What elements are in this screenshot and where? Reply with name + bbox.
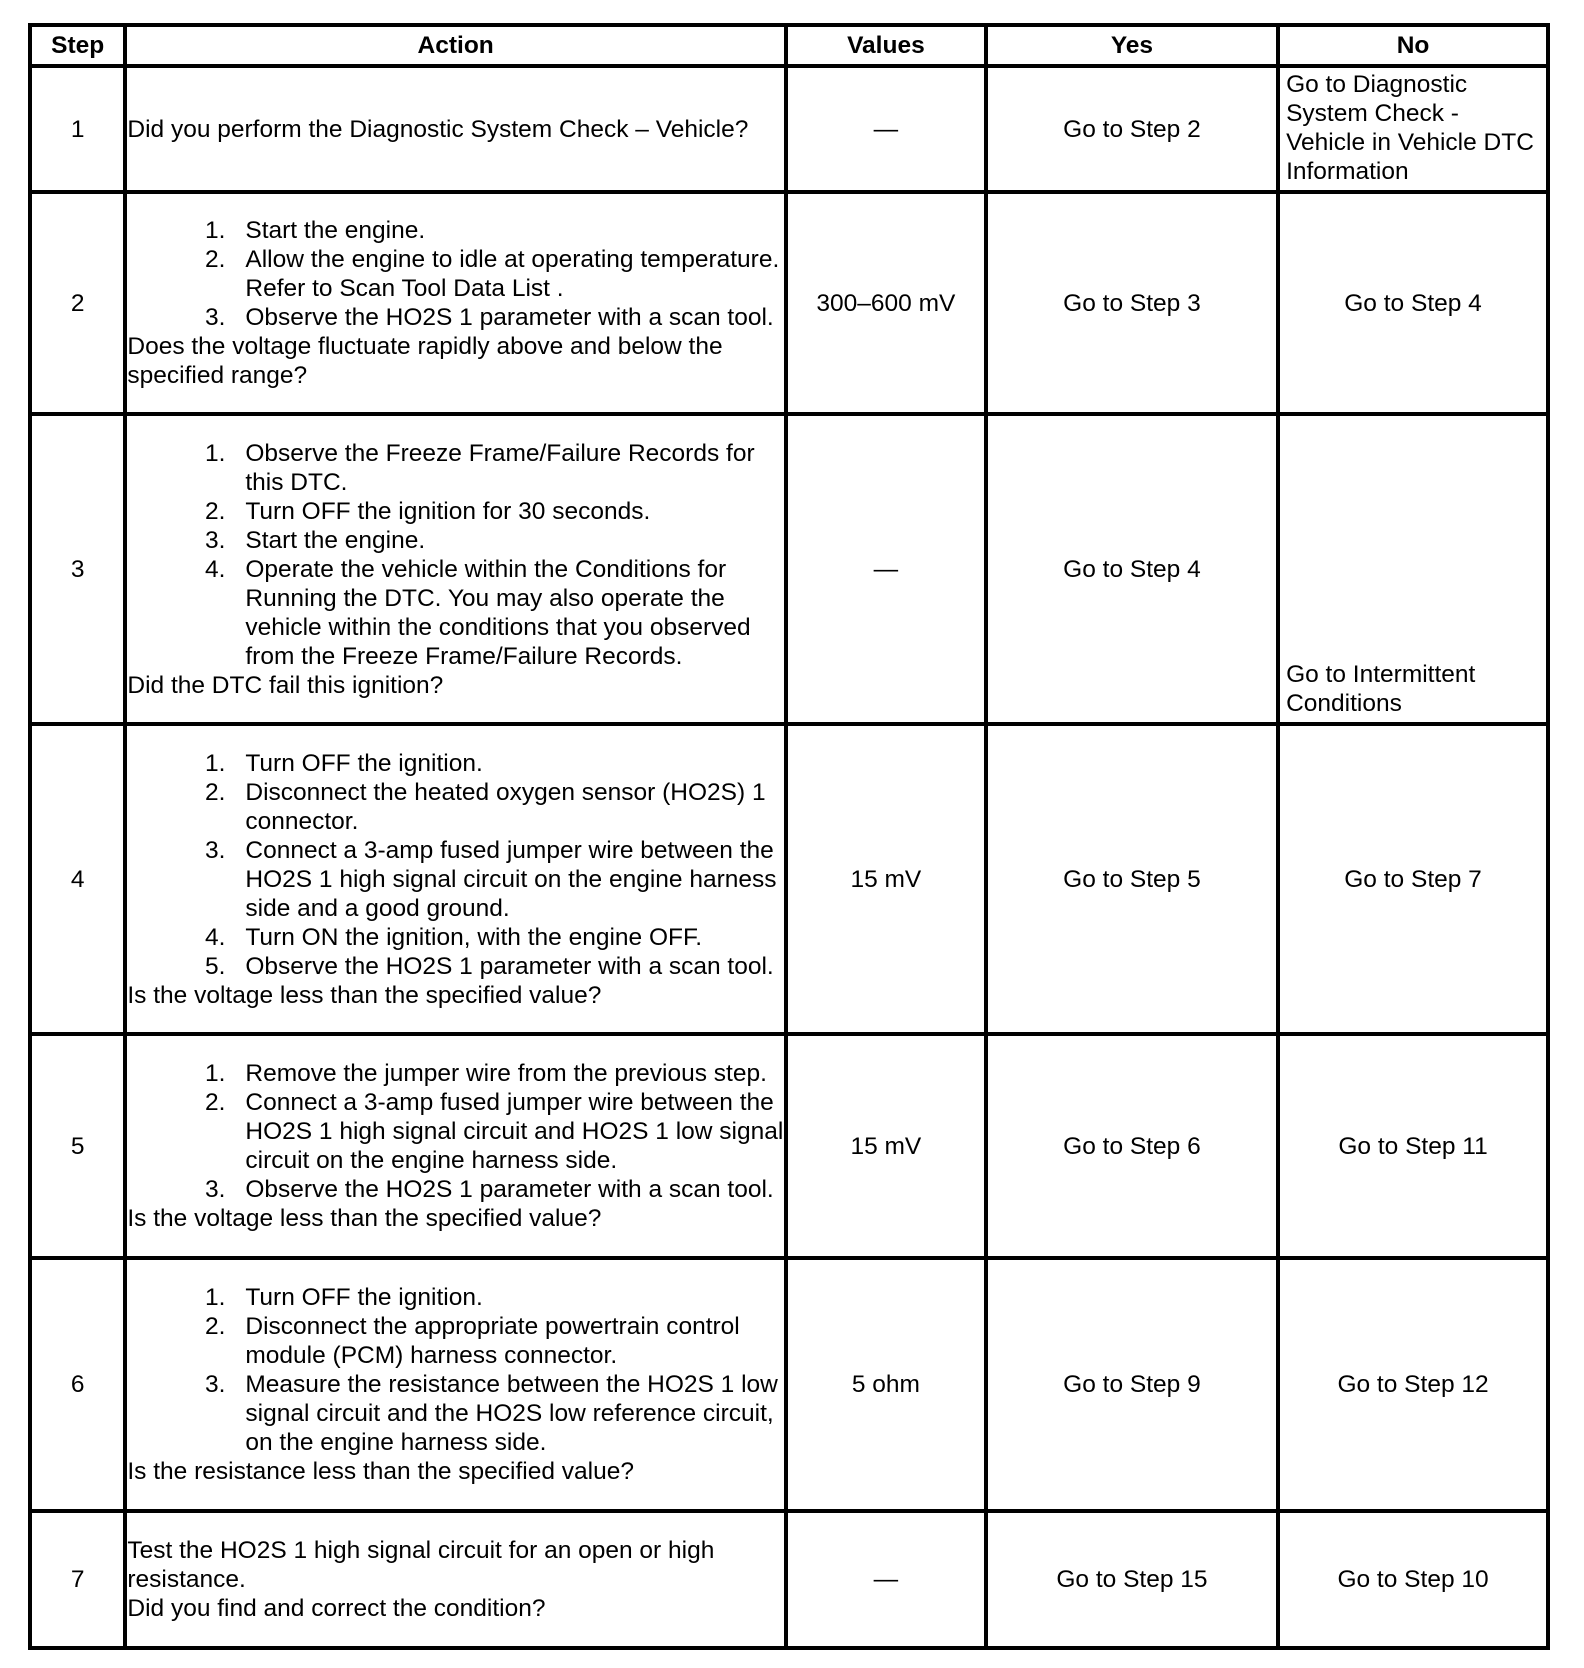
item-number: 2.: [204, 1313, 226, 1340]
action-question: Is the voltage less than the specified value?: [127, 981, 602, 1009]
list-item: [127, 952, 784, 981]
action-text: Test the HO2S 1 high signal circuit for an open or high resistance.: [127, 1537, 715, 1593]
yes-cell: Go to Step 3: [986, 192, 1278, 414]
item-number: 2.: [204, 246, 226, 273]
header-yes: Yes: [986, 25, 1278, 66]
list-item: [127, 1175, 784, 1204]
action-steps-list: [127, 216, 784, 332]
item-text: Remove the jumper wire from the previous step.: [245, 1060, 767, 1087]
list-item: [127, 216, 784, 245]
action-text: Did you perform the Diagnostic System Check – Vehicle?: [127, 115, 749, 143]
item-number: 2.: [204, 778, 226, 806]
table-row: [30, 192, 1548, 414]
value-cell: —: [786, 66, 986, 192]
list-item: [127, 836, 784, 923]
action-steps-list: [127, 749, 784, 981]
action-cell: [125, 1258, 786, 1511]
item-text: Turn ON the ignition, with the engine OFF.: [245, 923, 703, 951]
list-item: [127, 749, 784, 778]
header-no: No: [1278, 25, 1548, 66]
action-steps-list: [127, 439, 784, 671]
item-text: Turn OFF the ignition.: [245, 1284, 483, 1311]
item-number: 4.: [204, 555, 226, 583]
list-item: [127, 1283, 784, 1312]
item-number: 4.: [204, 923, 226, 951]
item-text: Disconnect the heated oxygen sensor (HO2S) 1 connector.: [245, 778, 766, 835]
table-row: [30, 1258, 1548, 1511]
value-cell: —: [786, 1511, 986, 1648]
item-number: 5.: [204, 952, 226, 980]
item-number: 1.: [204, 439, 226, 467]
item-text: Turn OFF the ignition for 30 seconds.: [245, 497, 651, 525]
item-text: Observe the HO2S 1 parameter with a scan tool.: [245, 304, 774, 331]
list-item: [127, 555, 784, 671]
item-number: 1.: [204, 1284, 226, 1311]
step-number: 3: [30, 414, 125, 724]
step-number: 2: [30, 192, 125, 414]
step-number: 6: [30, 1258, 125, 1511]
header-row: [30, 25, 1548, 66]
item-number: 3.: [204, 1371, 226, 1398]
list-item: [127, 778, 784, 836]
item-number: 2.: [204, 1089, 226, 1116]
item-text: Observe the Freeze Frame/Failure Records for this DTC.: [245, 439, 755, 496]
no-cell: Go to Step 4: [1278, 192, 1548, 414]
diagnostic-table: [28, 23, 1550, 1650]
item-text: Allow the engine to idle at operating temperature. Refer to Scan Tool Data List .: [245, 246, 780, 302]
item-text: Observe the HO2S 1 parameter with a scan tool.: [245, 952, 774, 980]
item-text: Measure the resistance between the HO2S 1 low signal circuit and the HO2S low reference circuit, on the engine harness side.: [245, 1371, 778, 1456]
yes-cell: Go to Step 6: [986, 1034, 1278, 1258]
header-values: Values: [786, 25, 986, 66]
header-step: Step: [30, 25, 125, 66]
value-cell: 15 mV: [786, 1034, 986, 1258]
no-cell: Go to Step 11: [1278, 1034, 1548, 1258]
item-number: 3.: [204, 304, 226, 331]
step-number: 5: [30, 1034, 125, 1258]
action-cell: [125, 1034, 786, 1258]
list-item: [127, 923, 784, 952]
value-cell: 5 ohm: [786, 1258, 986, 1511]
action-cell: [125, 192, 786, 414]
header-action: Action: [125, 25, 786, 66]
list-item: [127, 439, 784, 497]
item-number: 1.: [204, 1060, 226, 1087]
no-cell: Go to Intermittent Conditions: [1278, 414, 1548, 724]
list-item: [127, 1088, 784, 1175]
list-item: [127, 1059, 784, 1088]
value-cell: 300–600 mV: [786, 192, 986, 414]
action-steps-list: [127, 1283, 784, 1457]
item-text: Connect a 3-amp fused jumper wire between the HO2S 1 high signal circuit and HO2S 1 low signal circuit on the engine harness side.: [245, 1089, 784, 1174]
yes-cell: Go to Step 5: [986, 724, 1278, 1034]
list-item: [127, 497, 784, 526]
yes-cell: Go to Step 9: [986, 1258, 1278, 1511]
value-cell: —: [786, 414, 986, 724]
step-number: 4: [30, 724, 125, 1034]
list-item: [127, 526, 784, 555]
table-row: [30, 1511, 1548, 1648]
action-steps-list: [127, 1059, 784, 1204]
value-cell: 15 mV: [786, 724, 986, 1034]
list-item: [127, 303, 784, 332]
table-row: [30, 724, 1548, 1034]
table-row: [30, 1034, 1548, 1258]
no-cell: Go to Step 10: [1278, 1511, 1548, 1648]
item-text: Start the engine.: [245, 526, 426, 554]
item-number: 3.: [204, 1176, 226, 1203]
item-text: Operate the vehicle within the Conditions for Running the DTC. You may also operate the vehicle within the conditions that you observed from the Freeze Frame/Failure Records.: [245, 555, 751, 670]
item-number: 1.: [204, 749, 226, 777]
no-cell: Go to Step 7: [1278, 724, 1548, 1034]
action-question: Does the voltage fluctuate rapidly above and below the specified range?: [127, 333, 723, 389]
item-text: Connect a 3-amp fused jumper wire between the HO2S 1 high signal circuit on the engine harness side and a good ground.: [245, 836, 777, 922]
table-row: [30, 414, 1548, 724]
action-cell: [125, 414, 786, 724]
item-text: Start the engine.: [245, 217, 426, 244]
action-cell: [125, 724, 786, 1034]
yes-cell: Go to Step 2: [986, 66, 1278, 192]
item-text: Observe the HO2S 1 parameter with a scan tool.: [245, 1176, 774, 1203]
action-question: Is the resistance less than the specified value?: [127, 1458, 635, 1485]
list-item: [127, 1312, 784, 1370]
table-row: [30, 66, 1548, 192]
list-item: [127, 1370, 784, 1457]
step-number: 1: [30, 66, 125, 192]
action-cell: [125, 66, 786, 192]
no-cell: Go to Diagnostic System Check - Vehicle in Vehicle DTC Information: [1278, 66, 1548, 192]
action-question: Did the DTC fail this ignition?: [127, 671, 444, 699]
diagnostic-table-container: [28, 23, 1550, 1650]
item-number: 3.: [204, 836, 226, 864]
item-text: Disconnect the appropriate powertrain control module (PCM) harness connector.: [245, 1313, 740, 1369]
action-question: Is the voltage less than the specified value?: [127, 1205, 602, 1232]
yes-cell: Go to Step 4: [986, 414, 1278, 724]
item-number: 2.: [204, 497, 226, 525]
item-text: Turn OFF the ignition.: [245, 749, 483, 777]
yes-cell: Go to Step 15: [986, 1511, 1278, 1648]
item-number: 1.: [204, 217, 226, 244]
step-number: 7: [30, 1511, 125, 1648]
list-item: [127, 245, 784, 303]
no-cell: Go to Step 12: [1278, 1258, 1548, 1511]
item-number: 3.: [204, 526, 226, 554]
action-cell: [125, 1511, 786, 1648]
action-question: Did you find and correct the condition?: [127, 1595, 546, 1622]
